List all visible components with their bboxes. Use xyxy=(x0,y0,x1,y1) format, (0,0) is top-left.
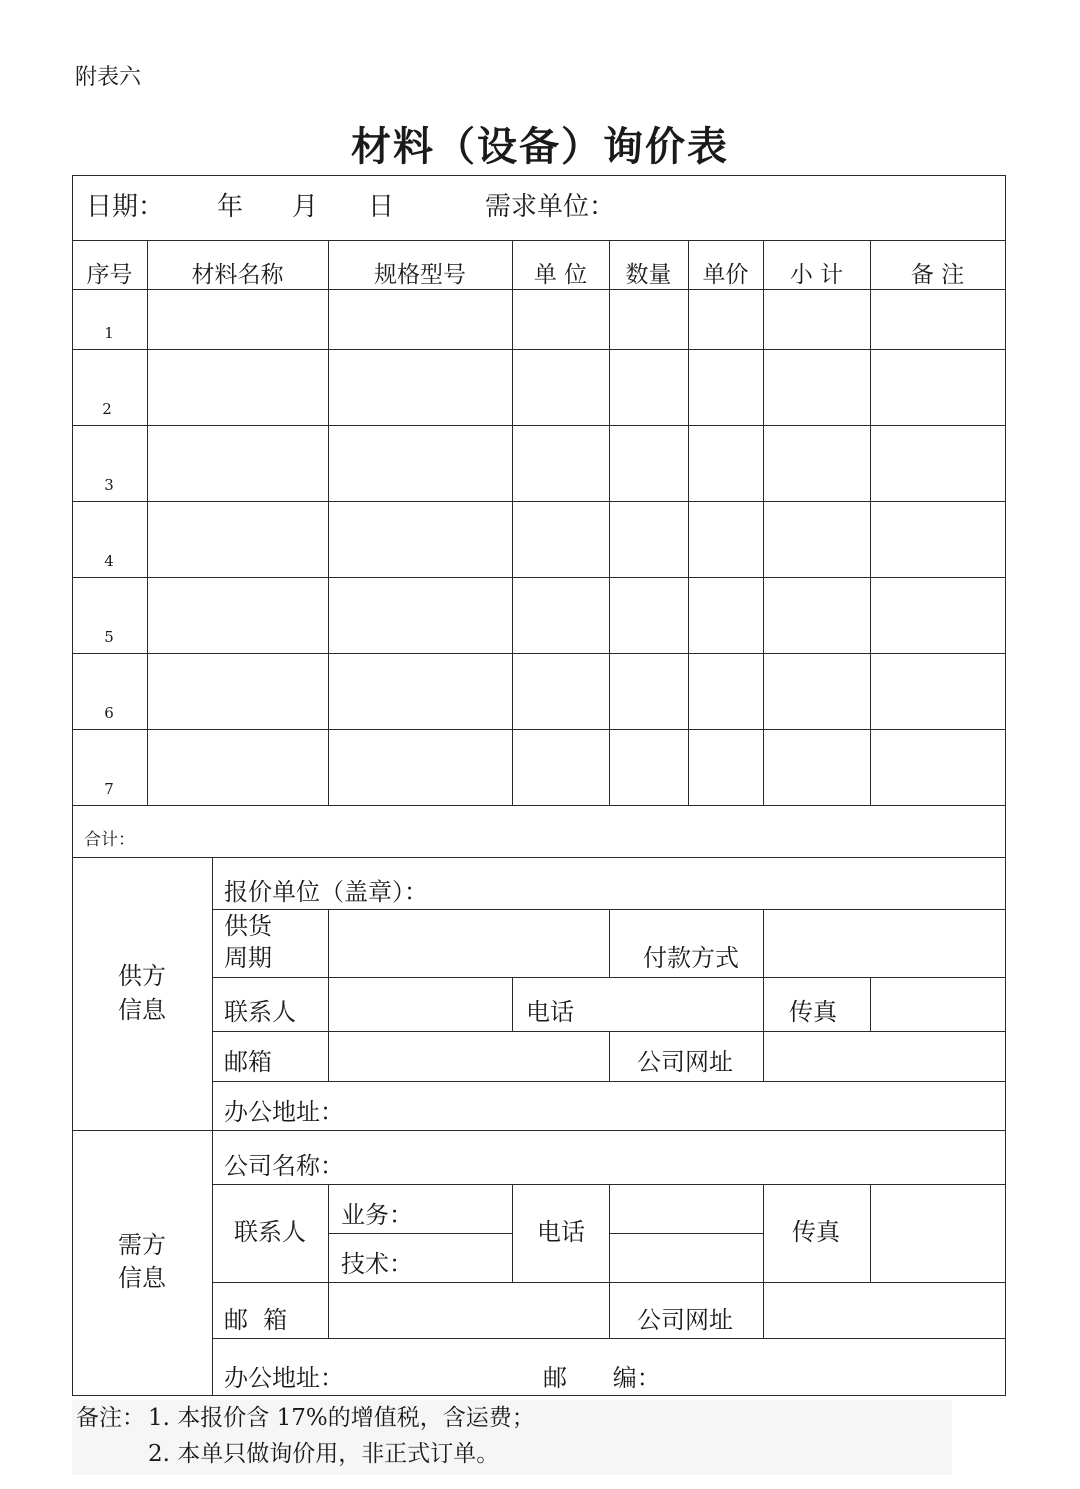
page-title: 材料（设备）询价表 xyxy=(351,123,729,170)
col-header-material-name: 材料名称 xyxy=(191,262,284,288)
supplier-email-label: 邮箱 xyxy=(224,1048,272,1076)
row-number: 7 xyxy=(104,780,114,798)
date-label: 日期： xyxy=(86,192,165,222)
demander-fax-label: 传真 xyxy=(792,1218,840,1246)
demander-email-label: 邮 箱 xyxy=(224,1306,288,1334)
col-header-unit: 单 位 xyxy=(533,262,588,288)
notes-label: 备注： xyxy=(76,1405,145,1431)
supplier-phone-label: 电话 xyxy=(526,998,574,1026)
supplier-fax-label: 传真 xyxy=(789,998,837,1026)
col-header-remarks: 备 注 xyxy=(910,262,965,288)
company-name-label: 公司名称： xyxy=(224,1152,344,1180)
demander-address-label: 办公地址： xyxy=(224,1364,344,1392)
row-number: 2 xyxy=(102,400,112,418)
note-line: 2. 本单只做询价用，非正式订单。 xyxy=(148,1441,500,1467)
row-number: 3 xyxy=(104,476,114,494)
supply-cycle-label: 周期 xyxy=(224,944,272,972)
supplier-section-label: 供方 xyxy=(118,962,166,990)
col-header-quantity: 数量 xyxy=(625,262,672,288)
supplier-contact-label: 联系人 xyxy=(224,998,296,1026)
demander-website-label: 公司网址 xyxy=(637,1306,733,1334)
technical-contact-label: 技术： xyxy=(341,1250,413,1278)
note-line: 1. 本报价含 17%的增值税，含运费； xyxy=(148,1405,535,1431)
month-label: 月 xyxy=(292,192,319,222)
day-label: 日 xyxy=(368,192,395,222)
col-header-subtotal: 小 计 xyxy=(789,262,844,288)
demander-section-label: 需方 xyxy=(118,1231,166,1259)
supplier-section-label: 信息 xyxy=(118,996,166,1024)
business-contact-label: 业务： xyxy=(341,1201,413,1229)
row-number: 4 xyxy=(104,552,114,570)
appendix-label: 附表六 xyxy=(75,65,142,90)
demander-section-label: 信息 xyxy=(118,1264,166,1292)
quote-unit-label: 报价单位（盖章）： xyxy=(224,878,428,906)
row-number: 1 xyxy=(104,324,114,342)
row-number: 6 xyxy=(104,704,114,722)
demander-phone-label: 电话 xyxy=(537,1218,585,1246)
demand-unit-label: 需求单位： xyxy=(485,192,616,222)
col-header-index: 序号 xyxy=(86,262,133,288)
year-label: 年 xyxy=(217,192,244,222)
total-label: 合计： xyxy=(84,830,135,850)
row-number: 5 xyxy=(104,628,114,646)
postcode-label: 邮 编： xyxy=(543,1364,661,1392)
supply-cycle-label: 供货 xyxy=(224,912,272,940)
payment-method-label: 付款方式 xyxy=(643,944,739,972)
demander-contact-label: 联系人 xyxy=(234,1218,306,1246)
supplier-address-label: 办公地址： xyxy=(224,1098,344,1126)
col-header-unit-price: 单价 xyxy=(702,262,749,288)
col-header-spec-model: 规格型号 xyxy=(374,262,466,288)
supplier-website-label: 公司网址 xyxy=(637,1048,733,1076)
